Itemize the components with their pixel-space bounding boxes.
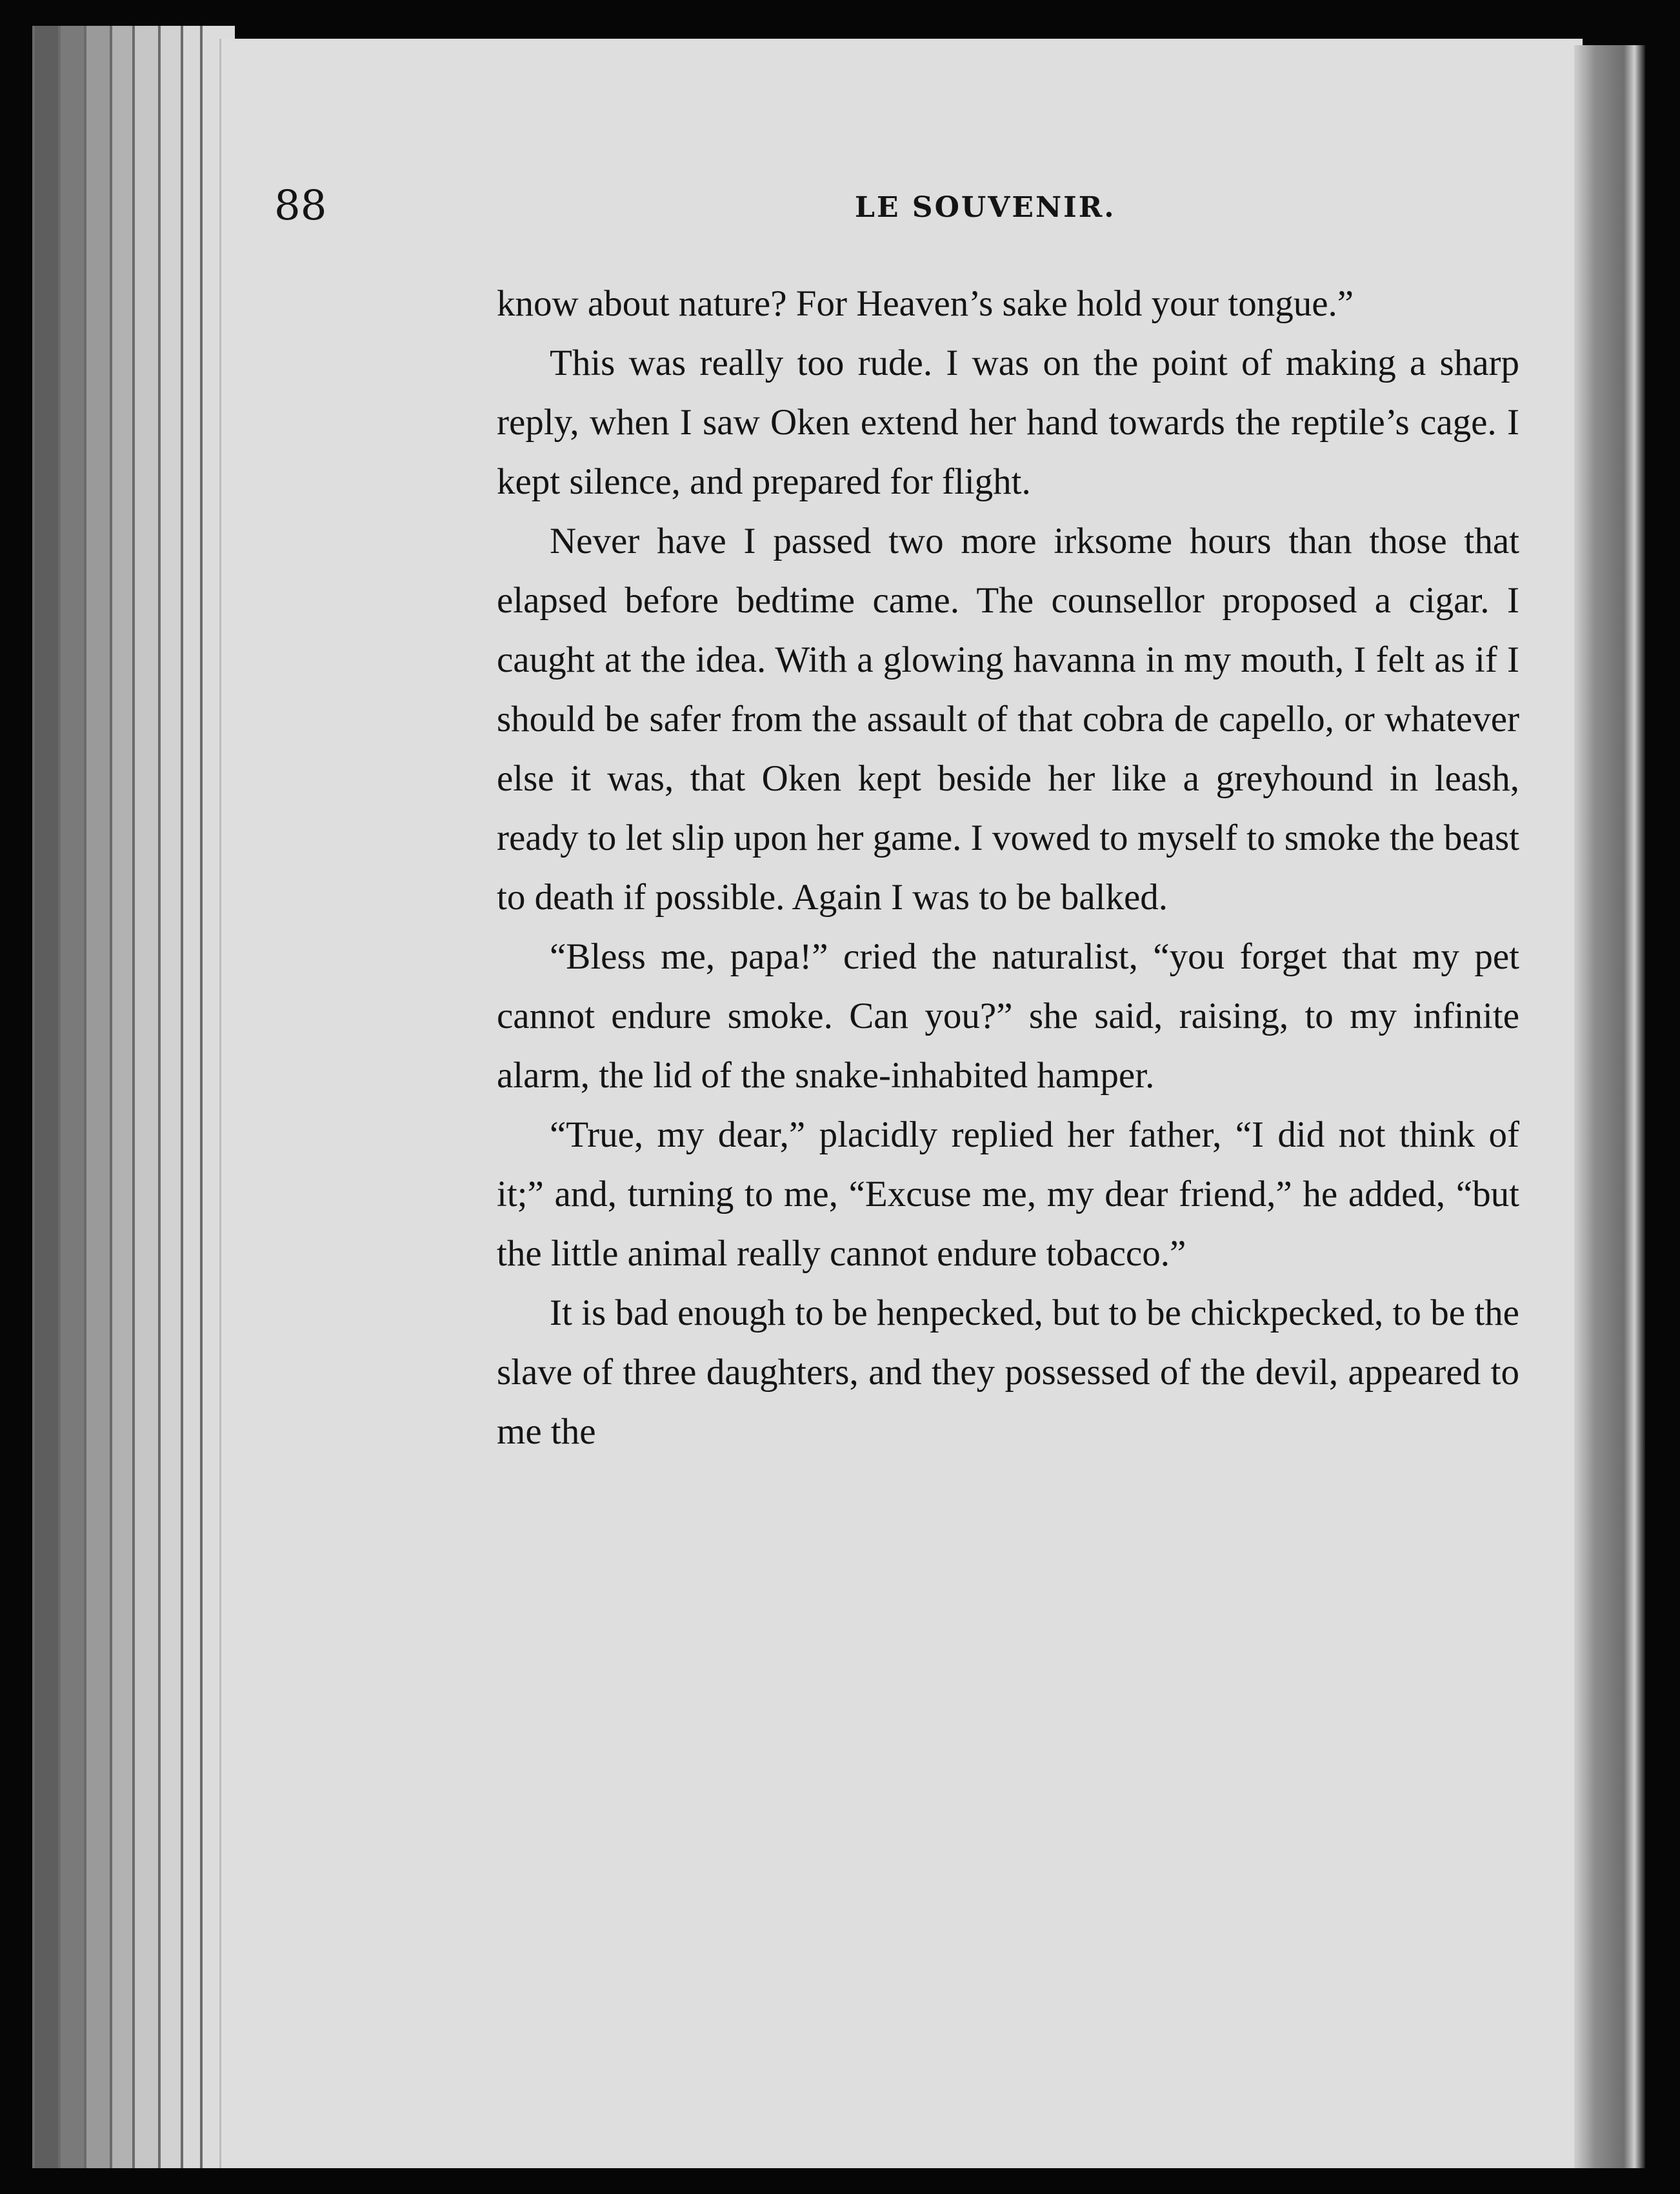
paragraph: “Bless me, papa!” cried the naturalist, “you forget that my pet cannot endure smoke. Can you?” she said, raising, to my infinite alarm, the lid of the snake-inhabited hamper.: [497, 936, 1519, 1096]
paragraph: Never have I passed two more irksome hours than those that elapsed before bedtime came. The counsellor proposed a cigar. I caught at the idea. With a glowing havanna in my mouth, I felt as if I should be safer from the assault of that cobra de capello, or whatever else it was, that Oken kept beside her like a greyhound in leash, ready to let slip upon her game. I vowed to myself to smoke the beast to death if possible. Again I was to be balked.: [497, 521, 1519, 918]
paragraph: This was really too rude. I was on the point of making a sharp reply, when I saw Oken extend her hand towards the reptile’s cage. I kept silence, and prepared for flight.: [497, 343, 1519, 502]
paragraph: know about nature? For Heaven’s sake hold your tongue.”: [497, 283, 1354, 324]
page-header: [274, 182, 1539, 230]
paragraph: It is bad enough to be henpecked, but to be chickpecked, to be the slave of three daughters, and they possessed of the devil, appeared to me the: [497, 1293, 1519, 1452]
body-text: [497, 274, 1519, 1462]
page-number: 88: [274, 182, 327, 230]
paragraph: “True, my dear,” placidly replied her father, “I did not think of it;” and, turning to me, “Excuse me, my dear friend,” he added, “but the little animal really cannot endure tobacco.”: [497, 1114, 1519, 1274]
book-gutter: [1574, 45, 1645, 2168]
running-head: LE SOUVENIR.: [855, 191, 1116, 224]
